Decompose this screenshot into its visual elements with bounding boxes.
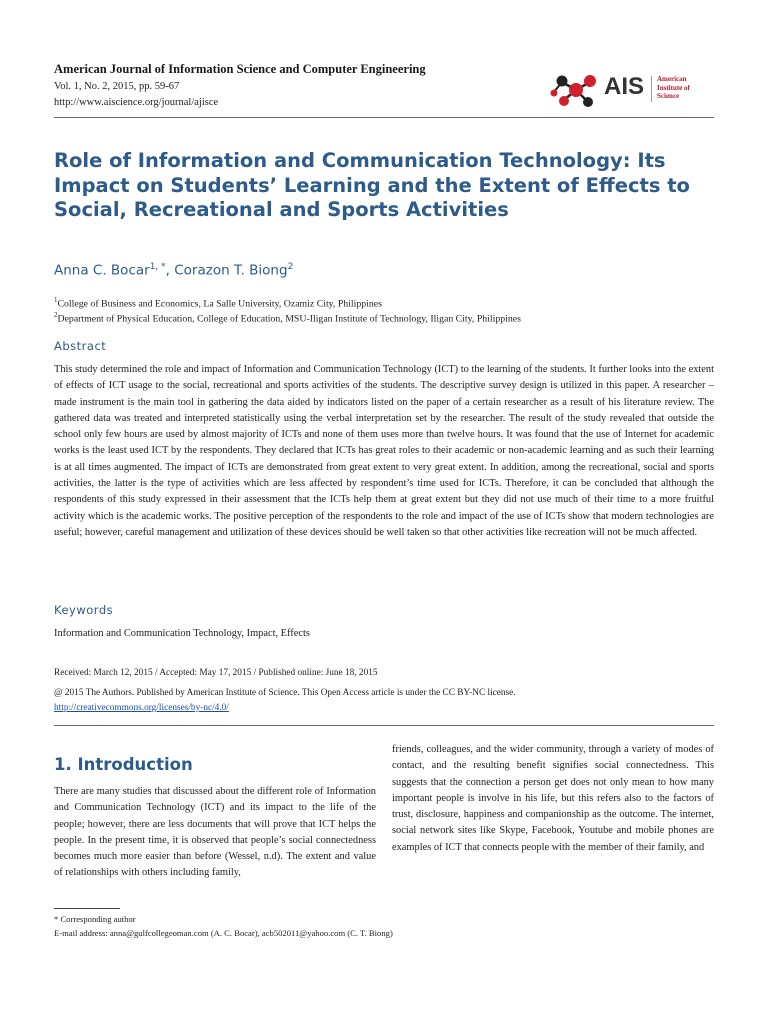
logo-text: AIS <box>604 73 645 100</box>
keywords-text: Information and Communication Technology, Impact, Effects <box>54 628 310 639</box>
journal-url[interactable]: http://www.aiscience.org/journal/ajisce <box>54 97 219 108</box>
affiliation <box>54 311 521 324</box>
section-divider <box>54 725 714 726</box>
author-separator: , <box>165 262 175 279</box>
affiliation-text: Department of Physical Education, College of Education, MSU-Iligan Institute of Technology, Iligan City, Philippines <box>57 313 521 325</box>
affiliation-superscript: 1 <box>54 296 58 304</box>
corresponding-author-note: * Corresponding author <box>54 914 136 924</box>
logo-subtitle <box>657 75 690 101</box>
license-text: @ 2015 The Authors. Published by American Institute of Science. This Open Access article is under the CC BY-NC license. <box>54 688 516 698</box>
header-divider <box>54 117 714 118</box>
license-link[interactable]: http://creativecommons.org/licenses/by-nc/4.0/ <box>54 703 229 713</box>
intro-column-left: There are many studies that discussed about the different role of Information and Communication Technology (ICT) and its impact to the life of the people; however, there are less documents that will prove that ICT helps the people. In the present time, it is observed that people’s social connectedness becomes much more easier than before (Wessel, n.d). The extent and value of relationships with others including family, <box>54 786 376 879</box>
logo-sub-line: Science <box>657 92 680 100</box>
keywords-heading: Keywords <box>54 603 114 617</box>
publication-dates: Received: March 12, 2015 / Accepted: May 17, 2015 / Published online: June 18, 2015 <box>54 668 378 678</box>
author-email-note: E-mail address: anna@gulfcollegeoman.com (A. C. Bocar), acb502011@yahoo.com (C. T. Biong) <box>54 928 393 938</box>
author-name: Corazon T. Biong <box>174 262 288 279</box>
affiliation <box>54 296 382 309</box>
molecule-logo-icon <box>550 70 602 110</box>
abstract-heading: Abstract <box>54 339 107 353</box>
article-title: Role of Information and Communication Technology: Its Impact on Students’ Learning and the Extent of Effects to Social, Recreational and Sports Activities <box>54 149 690 221</box>
affiliation-text: College of Business and Economics, La Salle University, Ozamiz City, Philippines <box>57 298 382 310</box>
logo-divider <box>651 76 652 102</box>
introduction-heading: 1. Introduction <box>54 755 193 774</box>
intro-column-right: friends, colleagues, and the wider community, through a variety of modes of contact, and the resulting benefit signifies social connectedness. This suggests that the connection a person get does not only mean to how many important people is involve in his life, but this refers also to the factors of trust, disclosure, happiness and companionship as the outcome. The internet, social network sites like Skype, Facebook, Youtube and mobile phones are examples of ICT that connects people with the member of their family, and <box>392 744 714 853</box>
logo-sub-line: American <box>657 75 687 83</box>
abstract-text: This study determined the role and impact of Information and Communication Technology (ICT) to the learning of the students. It further looks into the extent of effects of ICT usage to the social, recreational and sports activities of the students. The descriptive survey design is utilized in this paper. A researcher – made instrument is the main tool in gathering the data aided by indicators listed on the paper of a certain researcher as a result of his literature review. The gathered data was treated and interpreted statistically using the verbal interpretation set by the researcher. The result of the study revealed that outside the school only few hours are used by almost majority of ICTs and none of them uses more than twelve hours. It was found that the use of Internet for academic works is the least used ICT by the respondents. They declared that ICTs has great roles to their academic or non-academic learning and as such their learning is at all times augmented. The impact of ICTs are demonstrated from great extent to very great extent. In addition, among the recreational, social and sports activities, the latter is the type of activities which are less affected by respondent’s time used for ICTs. Therefore, it can be concluded that although the respondents of this study expressed in their assessment that the ICTs help them at great extent but they did not use much of their time to a more fruitful activity which is the academic works. The positive perception of the respondents to the role and impact of the use of ICTs show that modern technologies are useful; however, careful management and utilization of these devices should be well taken so that other activities like recreation will not be much affected. <box>54 364 714 538</box>
author-list <box>54 262 293 279</box>
affiliation-superscript: 2 <box>54 311 58 319</box>
journal-volume: Vol. 1, No. 2, 2015, pp. 59-67 <box>54 81 180 92</box>
author-superscript: 1, * <box>149 262 166 272</box>
footnote-divider <box>54 908 120 909</box>
journal-name: American Journal of Information Science and Computer Engineering <box>54 62 426 76</box>
author-superscript: 2 <box>287 262 294 272</box>
author-name: Anna C. Bocar <box>54 262 150 279</box>
logo-sub-line: Institute of <box>657 83 690 92</box>
